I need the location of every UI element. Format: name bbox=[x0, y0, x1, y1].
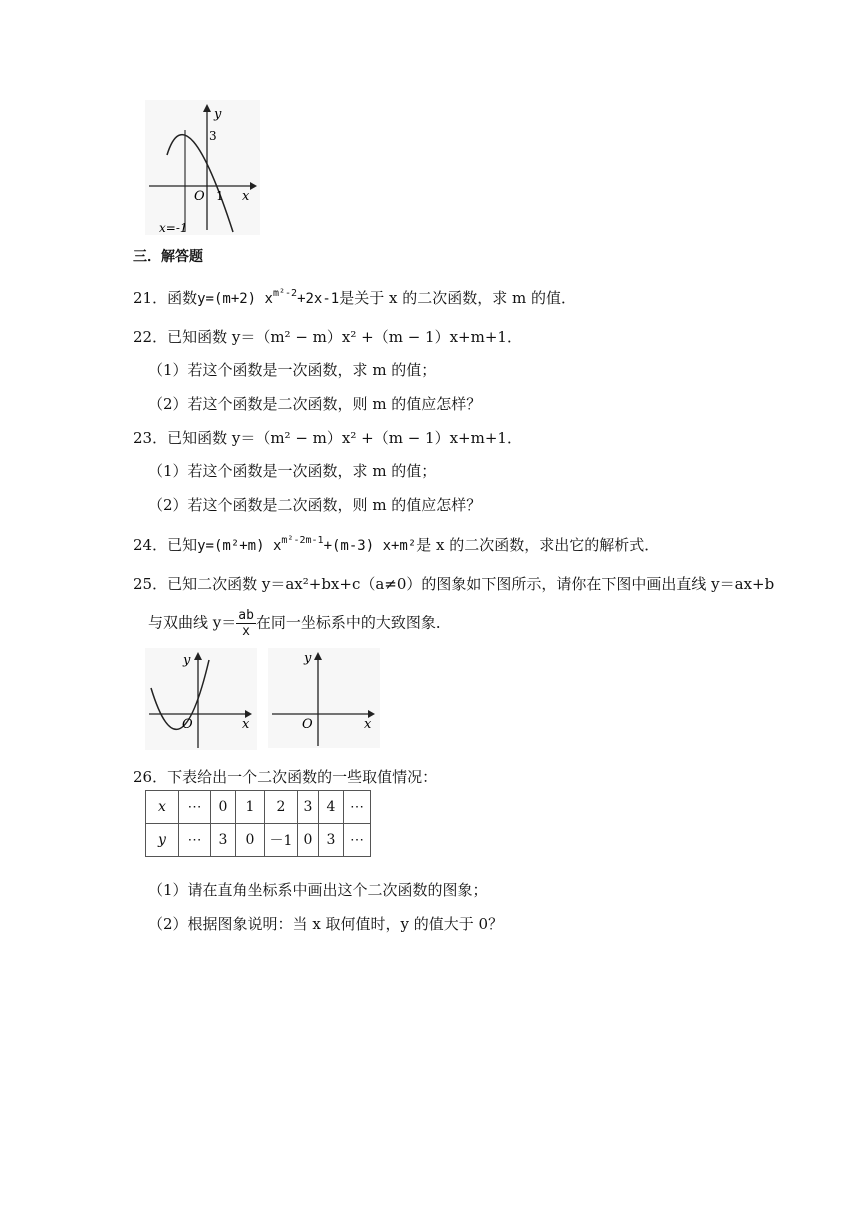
table-cell: 3 bbox=[211, 824, 236, 857]
q21-exponent: m²-2 bbox=[272, 288, 298, 299]
q26-text: 下表给出一个二次函数的一些取值情况： bbox=[167, 768, 438, 786]
table-cell: 3 bbox=[298, 791, 319, 824]
values-table bbox=[145, 790, 371, 857]
q21-number: 21． bbox=[133, 289, 168, 307]
q23-sub1: （1）若这个函数是一次函数，求 m 的值； bbox=[148, 462, 437, 480]
q26-number: 26． bbox=[133, 768, 168, 786]
tick-1: 1 bbox=[216, 189, 224, 203]
q21-formula-b: +2x-1 bbox=[297, 291, 340, 307]
table-row-x bbox=[146, 791, 371, 824]
q23-text: 已知函数 y＝（m² − m）x² +（m − 1）x+m+1． bbox=[167, 429, 522, 447]
question-21 bbox=[133, 288, 576, 311]
table-cell: 1 bbox=[236, 791, 265, 824]
parabola-figure-top bbox=[145, 100, 260, 235]
x-label: x bbox=[242, 717, 250, 732]
q26-sub2: （2）根据图象说明：当 x 取何值时，y 的值大于 0？ bbox=[148, 915, 504, 933]
q24-post: 是 x 的二次函数，求出它的解析式． bbox=[416, 536, 660, 554]
q24-formula-b: +(m-3) x+m² bbox=[323, 538, 417, 554]
fraction-numerator: ab bbox=[238, 608, 254, 623]
table-cell: 0 bbox=[211, 791, 236, 824]
x-label: x bbox=[242, 189, 250, 204]
y-label: y bbox=[214, 107, 222, 122]
y-label: y bbox=[183, 653, 191, 668]
table-cell: ⋯ bbox=[344, 824, 371, 857]
table-cell: ⋯ bbox=[344, 791, 371, 824]
q25-line1: 已知二次函数 y＝ax²+bx+c（a≠0）的图象如下图所示，请你在下图中画出直线 y＝ax+b bbox=[167, 575, 775, 593]
q24-number: 24． bbox=[133, 536, 168, 554]
question-23 bbox=[133, 428, 522, 448]
y-label: y bbox=[304, 651, 312, 666]
symmetry-label: x=-1 bbox=[159, 221, 188, 235]
table-cell: ⋯ bbox=[179, 791, 211, 824]
table-cell: 4 bbox=[319, 791, 344, 824]
tick-3: 3 bbox=[209, 129, 217, 143]
x-label: x bbox=[364, 717, 372, 732]
q23-sub2: （2）若这个函数是二次函数，则 m 的值应怎样？ bbox=[148, 496, 482, 514]
section-title: 三．解答题 bbox=[133, 249, 203, 265]
q24-exponent: m²-2m-1 bbox=[281, 535, 324, 546]
table-cell: 0 bbox=[236, 824, 265, 857]
table-cell: 2 bbox=[265, 791, 298, 824]
q26-sub1: （1）请在直角坐标系中画出这个二次函数的图象； bbox=[148, 881, 488, 899]
q21-formula-a: y=(m+2) x bbox=[197, 291, 273, 307]
q25-line2-pre: 与双曲线 y＝ bbox=[148, 613, 237, 632]
empty-axes-figure bbox=[268, 648, 380, 748]
q25-line2-post: 在同一坐标系中的大致图象． bbox=[255, 613, 451, 632]
q24-pre: 已知 bbox=[167, 536, 198, 554]
table-cell: ⋯ bbox=[179, 824, 211, 857]
q25-fraction bbox=[236, 608, 256, 639]
q25-line2 bbox=[148, 608, 451, 639]
q22-sub1: （1）若这个函数是一次函数，求 m 的值； bbox=[148, 361, 437, 379]
origin-label: O bbox=[194, 189, 205, 204]
table-cell: 0 bbox=[298, 824, 319, 857]
q22-text: 已知函数 y＝（m² − m）x² +（m − 1）x+m+1． bbox=[167, 328, 522, 346]
table-row-y bbox=[146, 824, 371, 857]
q21-post: 是关于 x 的二次函数，求 m 的值． bbox=[339, 289, 576, 307]
origin-label: O bbox=[302, 717, 313, 732]
q25-number: 25． bbox=[133, 575, 168, 593]
q22-sub2: （2）若这个函数是二次函数，则 m 的值应怎样？ bbox=[148, 395, 482, 413]
table-cell: －1 bbox=[265, 824, 298, 857]
parabola-figure-q25 bbox=[145, 648, 257, 750]
q24-formula-a: y=(m²+m) x bbox=[197, 538, 282, 554]
q21-pre: 函数 bbox=[167, 289, 198, 307]
q22-number: 22． bbox=[133, 328, 168, 346]
origin-label: O bbox=[182, 717, 193, 732]
question-24 bbox=[133, 535, 659, 558]
fraction-denominator: x bbox=[242, 624, 250, 639]
question-22 bbox=[133, 327, 522, 347]
table-cell: 3 bbox=[319, 824, 344, 857]
q23-number: 23． bbox=[133, 429, 168, 447]
table-cell: y bbox=[146, 824, 179, 857]
question-25 bbox=[133, 574, 774, 594]
question-26 bbox=[133, 767, 437, 787]
table-cell: x bbox=[146, 791, 179, 824]
